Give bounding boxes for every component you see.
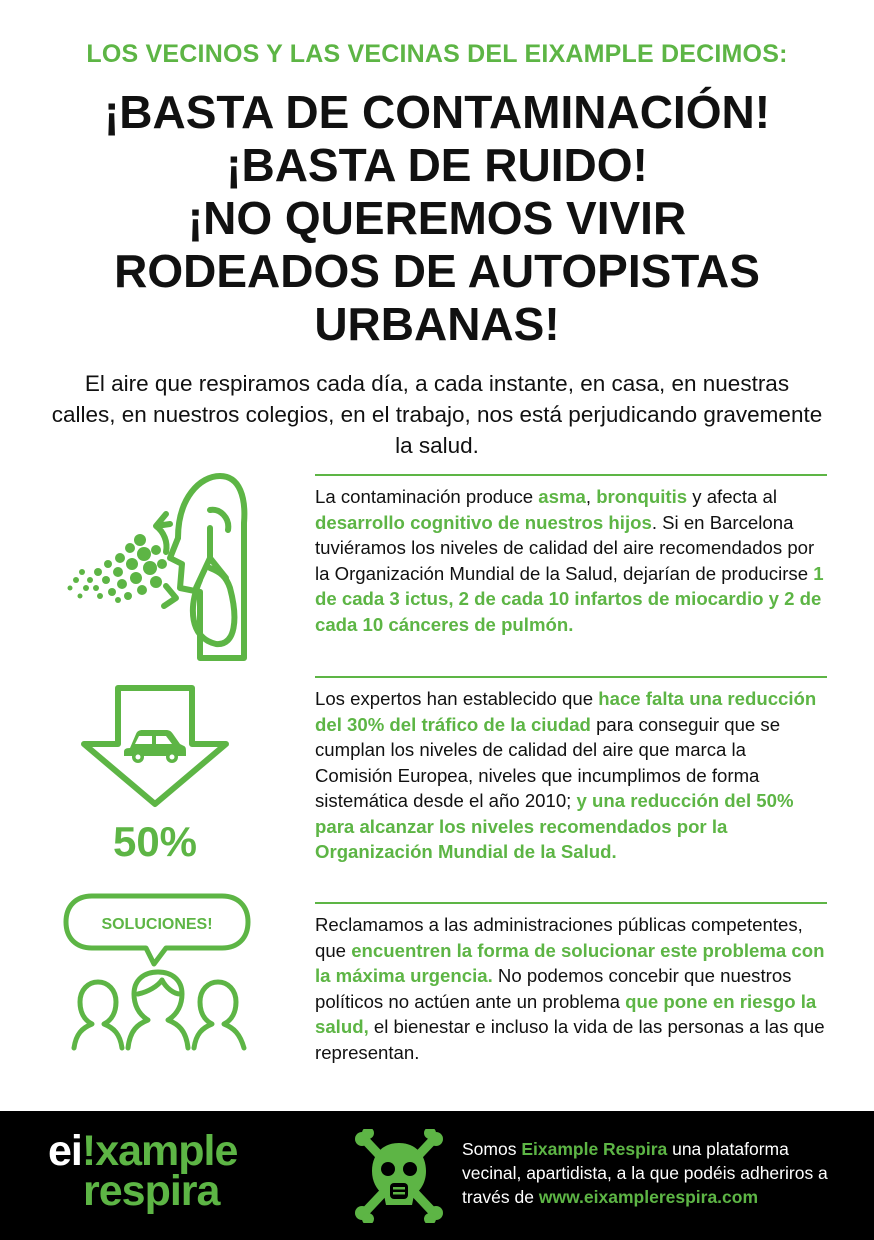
logo-part: xample (95, 1127, 238, 1175)
highlight-text: 1 de cada 3 ictus, 2 de cada 10 infartos de miocardio y 2 de cada 10 cánceres de pulmón. (315, 562, 824, 635)
gas-mask-skull-icon (354, 1129, 444, 1223)
section-text: y afecta al (687, 486, 777, 507)
section-traffic (315, 676, 827, 865)
section-text: , (585, 486, 597, 507)
headline-line: URBANAS! (314, 298, 560, 350)
footer-text-part: Somos (462, 1139, 522, 1159)
headline-line: ¡BASTA DE CONTAMINACIÓN! (103, 86, 771, 138)
intro-paragraph: El aire que respiramos cada día, a cada instante, en casa, en nuestras calles, en nuestros colegios, en el trabajo, nos está perjudicando gravemente la salud. (51, 371, 823, 458)
logo-part: ! (81, 1127, 96, 1175)
headline-line: ¡BASTA DE RUIDO! (226, 139, 648, 191)
highlight-text: asma (538, 486, 586, 507)
people-group-icon (66, 968, 252, 1058)
highlight-text: que pone en riesgo la salud, (315, 990, 817, 1037)
section-divider (315, 474, 827, 476)
logo-part: ei (48, 1127, 82, 1175)
highlight-text: encuentren la forma de solucionar este problema con la máxima urgencia. (315, 939, 825, 986)
highlight-text: y una reducción del 50% para alcanzar los niveles recomendados por la Organización Mundial de la Salud. (315, 790, 794, 862)
section-health (315, 474, 827, 637)
headline-line: RODEADOS DE AUTOPISTAS (114, 245, 760, 297)
highlight-text: desarrollo cognitivo de nuestros hijos (315, 511, 652, 533)
section-text: el bienestar e incluso la vida de las personas a las que representan. (315, 1016, 825, 1063)
highlight-text: bronquitis (596, 486, 688, 507)
section-text: La contaminación produce (315, 486, 539, 507)
footer-text-part: una plataforma vecinal, apartidista, a la que podéis adheriros a través de (462, 1139, 828, 1207)
section-divider (315, 676, 827, 678)
main-headline (20, 86, 854, 351)
footer-bar (0, 1111, 874, 1240)
website-link[interactable]: www.eixamplerespira.com (538, 1187, 759, 1207)
headline-line: ¡NO QUEREMOS VIVIR (187, 192, 687, 244)
section-text: Los expertos han establecido que (315, 688, 599, 709)
brand-name: Eixample Respira (521, 1139, 668, 1159)
percentage-label: 50% (112, 818, 198, 865)
bubble-text: SOLUCIONES! (101, 916, 213, 933)
speech-bubble-icon (62, 890, 252, 970)
section-text: Reclamamos a las administraciones públicas competentes, que (315, 914, 803, 961)
section-text: para conseguir que se cumplan los niveles de calidad del aire que marca la Comisión Europea, niveles que incumplimos de forma sistemática desde el año 2010; (315, 713, 781, 811)
down-arrow-car-icon (80, 684, 230, 808)
logo-part: respira (83, 1167, 220, 1215)
breathing-lungs-icon (60, 468, 250, 668)
section-text: . Si en Barcelona tuviéramos los niveles de calidad del aire recomendados por la Organización Mundial de la Salud, dejarían de producirse (315, 511, 815, 584)
kicker-heading: LOS VECINOS Y LAS VECINAS DEL EIXAMPLE DECIMOS: (86, 40, 788, 68)
footer-description (462, 1137, 852, 1209)
section-divider (315, 902, 827, 904)
section-solutions (315, 902, 827, 1065)
section-text: No podemos concebir que nuestros políticos no actúen ante un problema (315, 965, 792, 1012)
eixample-respira-logo (48, 1127, 238, 1215)
highlight-text: hace falta una reducción del 30% del tráfico de la ciudad (315, 688, 817, 735)
